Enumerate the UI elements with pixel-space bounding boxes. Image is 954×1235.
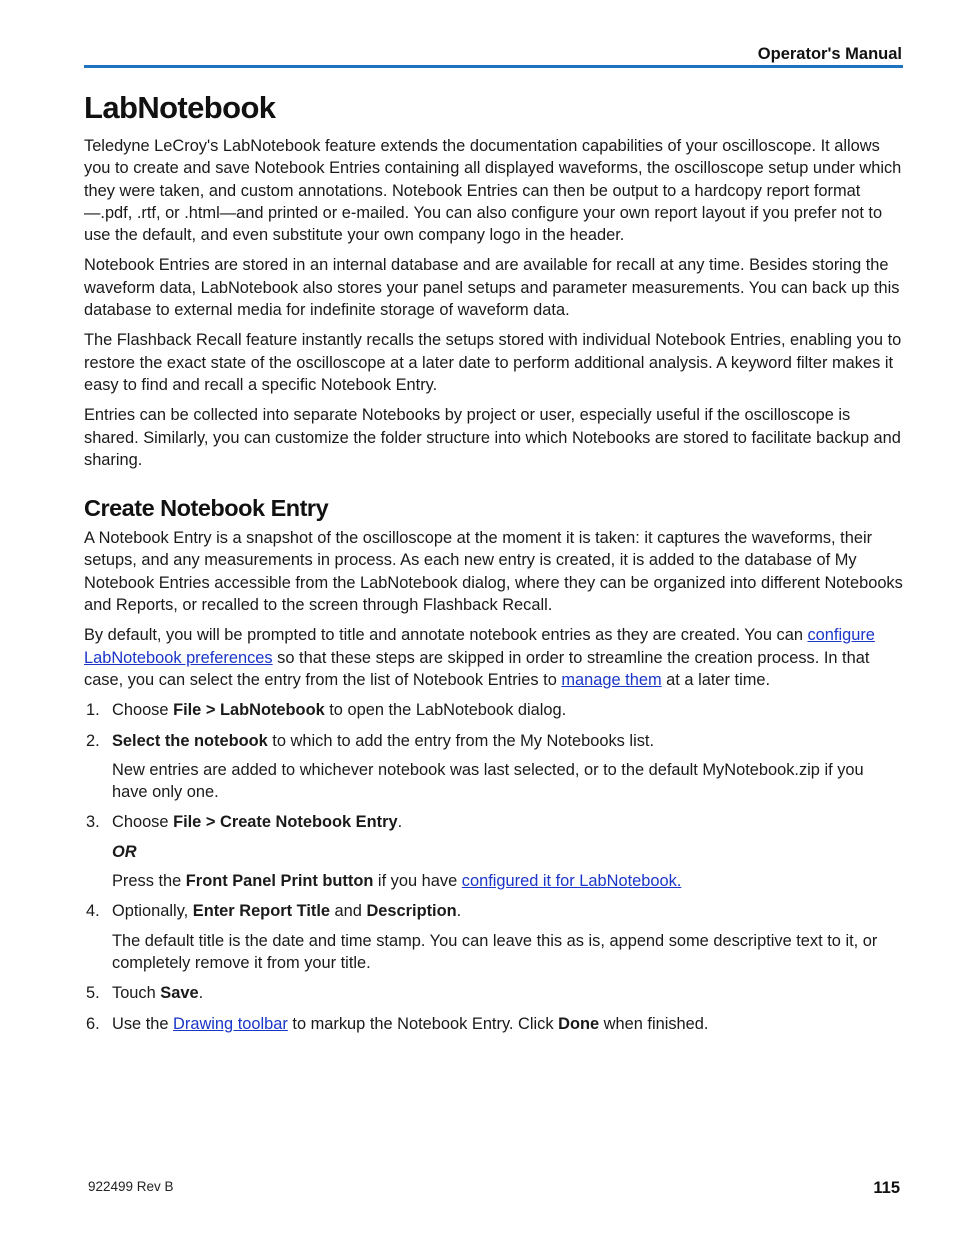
step-4-note: The default title is the date and time stamp. You can leave this as is, append some descriptive text to it, or completely remove it from your title. bbox=[112, 931, 878, 972]
intro-paragraph-4: Entries can be collected into separate Notebooks by project or user, especially useful if the oscilloscope is shared. Similarly, you can customize the folder structure into which Notebooks are stored to facilitate backup and sharing. bbox=[84, 406, 901, 469]
document-id: 922499 Rev B bbox=[88, 1179, 174, 1194]
page-number: 115 bbox=[873, 1179, 900, 1197]
intro-paragraph-1: Teledyne LeCroy's LabNotebook feature extends the documentation capabilities of your oscilloscope. It allows you to create and save Notebook Entries containing all displayed waveforms, the oscilloscope setup under which they were taken, and custom annotations. Notebook Entries can then be output to a hardcopy report format—.pdf, .rtf, or .html—and printed or e-mailed. You can also configure your own report layout if you prefer not to use the default, and even substitute your own company logo in the header. bbox=[84, 137, 902, 245]
configured-for-labnotebook-link[interactable]: configured it for LabNotebook. bbox=[461, 872, 682, 891]
step-2-note: New entries are added to whichever notebook was last selected, or to the default MyNotebook.zip if you have only one. bbox=[112, 760, 864, 802]
steps-list bbox=[84, 699, 903, 1035]
intro-paragraph-2: Notebook Entries are stored in an internal database and are available for recall at any time. Besides storing the waveform data, LabNotebook also stores your panel setups and parameter measurements. You can back up this database to external media for indefinite storage of waveform data. bbox=[84, 256, 900, 320]
list-item-step-6: 6. Use the Drawing toolbar to markup the Notebook Entry. Click Done when finished. bbox=[86, 1014, 709, 1033]
running-header: Operator's Manual bbox=[757, 45, 902, 63]
section-title: LabNotebook bbox=[84, 90, 276, 125]
subsection-title: Create Notebook Entry bbox=[84, 495, 329, 522]
intro-paragraph-3: The Flashback Recall feature instantly recalls the setups stored with individual Notebook Entries, enabling you to restore the exact state of the oscilloscope at a later date to perform additional analysis. A keyword filter makes it easy to find and recall a specific Notebook Entry. bbox=[84, 331, 902, 394]
drawing-toolbar-link[interactable]: Drawing toolbar bbox=[173, 1014, 288, 1033]
page-content bbox=[84, 88, 903, 1043]
header-divider bbox=[84, 65, 903, 68]
manage-them-link[interactable]: manage them bbox=[561, 670, 662, 689]
list-item-step-4: 4. Optionally, Enter Report Title and Description. The default title is the date and time stamp. You can leave this as is, append some descriptive text to it, or completely remove it from your title. bbox=[84, 900, 903, 974]
list-item-step-5: 5. Touch Save. bbox=[86, 984, 204, 1003]
configure-preferences-link[interactable]: configure LabNotebook preferences bbox=[84, 626, 875, 667]
list-item-step-2: 2. Select the notebook to which to add the entry from the My Notebooks list. New entries are added to whichever notebook was last selected, or to the default MyNotebook.zip if you have only one. bbox=[84, 730, 903, 804]
or-separator: OR bbox=[112, 842, 137, 861]
default-behavior-paragraph: By default, you will be prompted to title and annotate notebook entries as they are created. You can configure LabNotebook preferences so that these steps are skipped in order to streamline the creation process. In that case, you can select the entry from the list of Notebook Entries to manage them at a later time. bbox=[84, 626, 875, 689]
list-item-step-3: 3. Choose File > Create Notebook Entry. OR Press the Front Panel Print button if you have configured it for LabNotebook. bbox=[84, 811, 903, 892]
subsection-intro: A Notebook Entry is a snapshot of the oscilloscope at the moment it is taken: it captures the waveforms, their setups, and any measurements in process. As each new entry is created, it is added to the database of My Notebook Entries accessible from the LabNotebook dialog, where they can be organized into different Notebooks and Reports, or recalled to the screen through Flashback Recall. bbox=[84, 529, 903, 615]
list-item-step-1: 1. Choose File > LabNotebook to open the LabNotebook dialog. bbox=[86, 701, 567, 720]
